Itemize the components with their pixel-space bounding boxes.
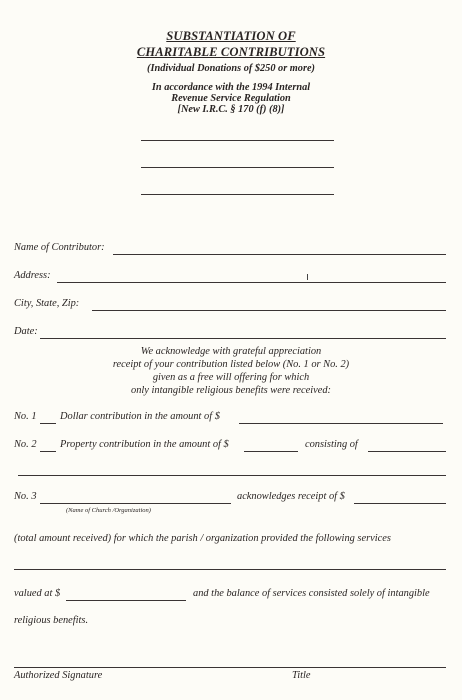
title-label: Title <box>292 670 311 681</box>
form-subtitle: (Individual Donations of $250 or more) <box>147 63 315 74</box>
organization-line-3[interactable] <box>141 194 334 195</box>
no2-label: No. 2 <box>14 439 37 450</box>
no3-amount-field[interactable] <box>354 503 446 504</box>
no2-text: Property contribution in the amount of $ <box>60 439 229 450</box>
no2-consisting-field[interactable] <box>368 451 446 452</box>
contributor-name-field[interactable] <box>113 254 446 255</box>
acknowledgment-line4: only intangible religious benefits were received: <box>131 385 331 396</box>
regulation-line2: Revenue Service Regulation <box>171 93 291 104</box>
no1-text: Dollar contribution in the amount of $ <box>60 411 220 422</box>
city-state-zip-field[interactable] <box>92 310 446 311</box>
no2-checkbox-line[interactable] <box>40 451 56 452</box>
acknowledgment-line3: given as a free will offering for which <box>152 372 310 383</box>
valued-at-label: valued at $ <box>14 588 61 599</box>
city-state-zip-label: City, State, Zip: <box>14 298 80 309</box>
regulation-line1: In accordance with the 1994 Internal <box>151 82 311 93</box>
form-title-line2: CHARITABLE CONTRIBUTIONS <box>136 45 326 59</box>
no2-consisting-label: consisting of <box>305 439 358 450</box>
address-field[interactable] <box>57 282 446 283</box>
authorized-signature-label: Authorized Signature <box>14 670 103 681</box>
acknowledgment-line1: We acknowledge with grateful appreciation <box>140 346 322 357</box>
regulation-line3: [New I.R.C. § 170 (f) (8)] <box>177 104 285 115</box>
signature-line[interactable] <box>14 667 446 668</box>
services-description-field[interactable] <box>14 569 446 570</box>
church-organization-field[interactable] <box>40 503 231 504</box>
acknowledgment-line2: receipt of your contribution listed below (No. 1 or No. 2) <box>112 359 350 370</box>
date-field[interactable] <box>40 338 446 339</box>
date-label: Date: <box>14 326 38 337</box>
balance-text: and the balance of services consisted solely of intangible <box>193 588 430 599</box>
no1-label: No. 1 <box>14 411 37 422</box>
no2-description-field[interactable] <box>18 475 446 476</box>
form-title-line1: SUBSTANTIATION OF <box>166 29 296 43</box>
organization-line-2[interactable] <box>141 167 334 168</box>
contributor-name-label: Name of Contributor: <box>14 242 105 253</box>
no1-amount-field[interactable] <box>239 423 443 424</box>
organization-line-1[interactable] <box>141 140 334 141</box>
church-organization-caption: (Name of Church /Organization) <box>66 507 151 514</box>
total-amount-text: (total amount received) for which the parish / organization provided the following services <box>14 533 391 544</box>
no3-text: acknowledges receipt of $ <box>237 491 345 502</box>
address-label: Address: <box>14 270 51 281</box>
pen-mark <box>307 274 310 280</box>
no1-checkbox-line[interactable] <box>40 423 56 424</box>
no2-amount-field[interactable] <box>244 451 298 452</box>
religious-benefits-text: religious benefits. <box>14 615 89 626</box>
valued-at-field[interactable] <box>66 600 186 601</box>
no3-label: No. 3 <box>14 491 37 502</box>
